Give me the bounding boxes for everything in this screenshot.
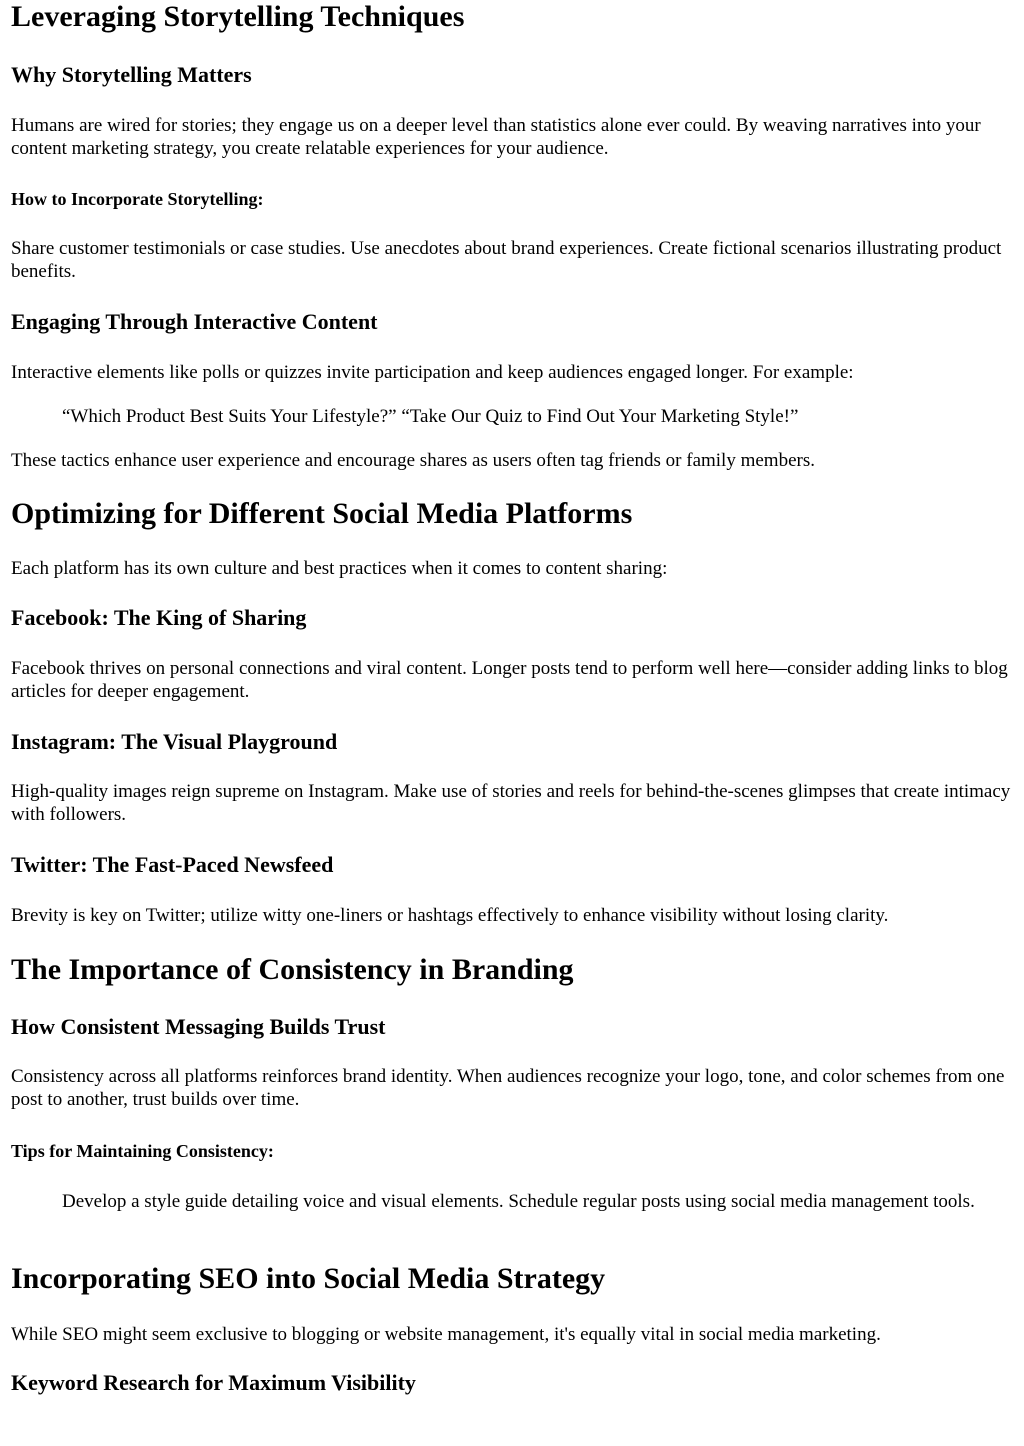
heading-interactive-content: Engaging Through Interactive Content xyxy=(11,309,378,334)
heading-consistency-tips: Tips for Maintaining Consistency: xyxy=(11,1141,274,1161)
paragraph-seo-intro: While SEO might seem exclusive to blogging or website management, it's equally vital in social media marketing. xyxy=(11,1324,881,1345)
heading-how-storytelling: How to Incorporate Storytelling: xyxy=(11,189,264,209)
paragraph-facebook: Facebook thrives on personal connections and viral content. Longer posts tend to perform well here—consider adding links to blog articles for deeper engagement. xyxy=(11,658,1008,702)
paragraph-interactive-content: Interactive elements like polls or quizzes invite participation and keep audiences engaged longer. For example: xyxy=(11,362,854,383)
paragraph-interactive-benefits: These tactics enhance user experience and encourage shares as users often tag friends or family members. xyxy=(11,450,815,471)
heading-why-storytelling: Why Storytelling Matters xyxy=(11,62,252,87)
heading-branding: The Importance of Consistency in Branding xyxy=(11,953,574,986)
paragraph-instagram: High-quality images reign supreme on Instagram. Make use of stories and reels for behind-the-scenes glimpses that create intimacy with followers. xyxy=(11,781,1011,825)
paragraph-consistent-messaging: Consistency across all platforms reinforces brand identity. When audiences recognize your logo, tone, and color schemes from one post to another, trust builds over time. xyxy=(11,1066,1005,1110)
heading-platforms: Optimizing for Different Social Media Platforms xyxy=(11,497,633,530)
heading-facebook: Facebook: The King of Sharing xyxy=(11,605,307,630)
heading-storytelling: Leveraging Storytelling Techniques xyxy=(11,0,465,33)
blockquote-interactive-examples: “Which Product Best Suits Your Lifestyle?” “Take Our Quiz to Find Out Your Marketing Style!” xyxy=(62,406,799,427)
paragraph-platforms-intro: Each platform has its own culture and best practices when it comes to content sharing: xyxy=(11,558,668,579)
heading-keyword-research: Keyword Research for Maximum Visibility xyxy=(11,1370,416,1395)
heading-consistent-messaging: How Consistent Messaging Builds Trust xyxy=(11,1014,386,1039)
heading-instagram: Instagram: The Visual Playground xyxy=(11,729,338,754)
heading-twitter: Twitter: The Fast-Paced Newsfeed xyxy=(11,852,334,877)
paragraph-why-storytelling: Humans are wired for stories; they engage us on a deeper level than statistics alone ever could. By weaving narratives into your content marketing strategy, you create relatable experiences for your audience. xyxy=(11,115,981,159)
heading-seo: Incorporating SEO into Social Media Strategy xyxy=(11,1262,606,1295)
paragraph-twitter: Brevity is key on Twitter; utilize witty one-liners or hashtags effectively to enhance visibility without losing clarity. xyxy=(11,905,889,926)
blockquote-consistency-tips: Develop a style guide detailing voice and visual elements. Schedule regular posts using social media management tools. xyxy=(62,1191,975,1212)
paragraph-how-storytelling: Share customer testimonials or case studies. Use anecdotes about brand experiences. Create fictional scenarios illustrating product benefits. xyxy=(11,238,1002,282)
